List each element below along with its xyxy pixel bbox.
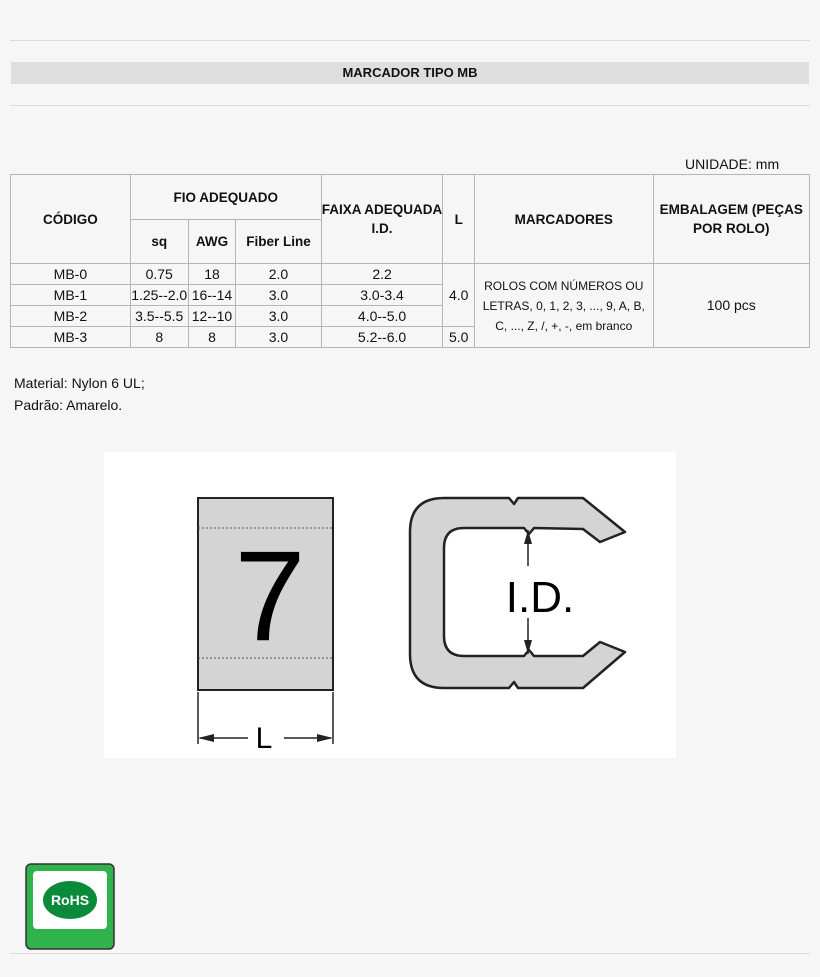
title-rule <box>10 105 810 106</box>
length-label: L <box>255 722 273 755</box>
cell-code: MB-1 <box>11 285 131 306</box>
header-marcadores: MARCADORES <box>474 175 653 264</box>
cell-faixa: 2.2 <box>321 264 443 285</box>
unit-label: UNIDADE: mm <box>685 156 780 172</box>
marker-drawing <box>104 452 676 758</box>
bottom-rule <box>10 953 810 954</box>
cell-sq: 0.75 <box>130 264 188 285</box>
rohs-label: RoHS <box>50 892 90 908</box>
material-note: Material: Nylon 6 UL; <box>14 375 145 391</box>
cell-fiber: 3.0 <box>236 327 321 348</box>
cell-awg: 8 <box>188 327 236 348</box>
header-faixa: FAIXA ADEQUADA I.D. <box>321 175 443 264</box>
header-sq: sq <box>130 220 188 264</box>
cell-l: 5.0 <box>443 327 474 348</box>
cell-sq: 1.25--2.0 <box>130 285 188 306</box>
header-fiber: Fiber Line <box>236 220 321 264</box>
cell-l: 4.0 <box>443 264 474 327</box>
cell-faixa: 4.0--5.0 <box>321 306 443 327</box>
cell-sq: 3.5--5.5 <box>130 306 188 327</box>
cell-embalagem: 100 pcs <box>653 264 809 348</box>
cell-marcadores: ROLOS COM NÚMEROS OU LETRAS, 0, 1, 2, 3, ..., 9, A, B, C, ..., Z, /, +, -, em branco <box>474 264 653 348</box>
notes <box>14 372 145 416</box>
cell-code: MB-0 <box>11 264 131 285</box>
top-rule <box>10 40 810 41</box>
table-row <box>11 264 810 285</box>
cell-fiber: 3.0 <box>236 285 321 306</box>
color-note: Padrão: Amarelo. <box>14 397 123 413</box>
marker-digit: 7 <box>234 525 306 668</box>
header-code: CÓDIGO <box>11 175 131 264</box>
page-title: MARCADOR TIPO MB <box>11 62 809 84</box>
header-awg: AWG <box>188 220 236 264</box>
cell-awg: 16--14 <box>188 285 236 306</box>
header-embalagem: EMBALAGEM (PEÇAS POR ROLO) <box>653 175 809 264</box>
cell-faixa: 3.0-3.4 <box>321 285 443 306</box>
cell-code: MB-2 <box>11 306 131 327</box>
marker-diagram <box>104 452 676 758</box>
header-l: L <box>443 175 474 264</box>
cell-fiber: 2.0 <box>236 264 321 285</box>
rohs-icon <box>25 863 115 950</box>
rohs-badge <box>25 863 115 950</box>
cell-faixa: 5.2--6.0 <box>321 327 443 348</box>
cell-sq: 8 <box>130 327 188 348</box>
id-label: I.D. <box>505 573 575 622</box>
header-fio: FIO ADEQUADO <box>130 175 321 220</box>
cell-code: MB-3 <box>11 327 131 348</box>
spec-table <box>10 174 810 348</box>
cell-awg: 18 <box>188 264 236 285</box>
cell-fiber: 3.0 <box>236 306 321 327</box>
cell-awg: 12--10 <box>188 306 236 327</box>
